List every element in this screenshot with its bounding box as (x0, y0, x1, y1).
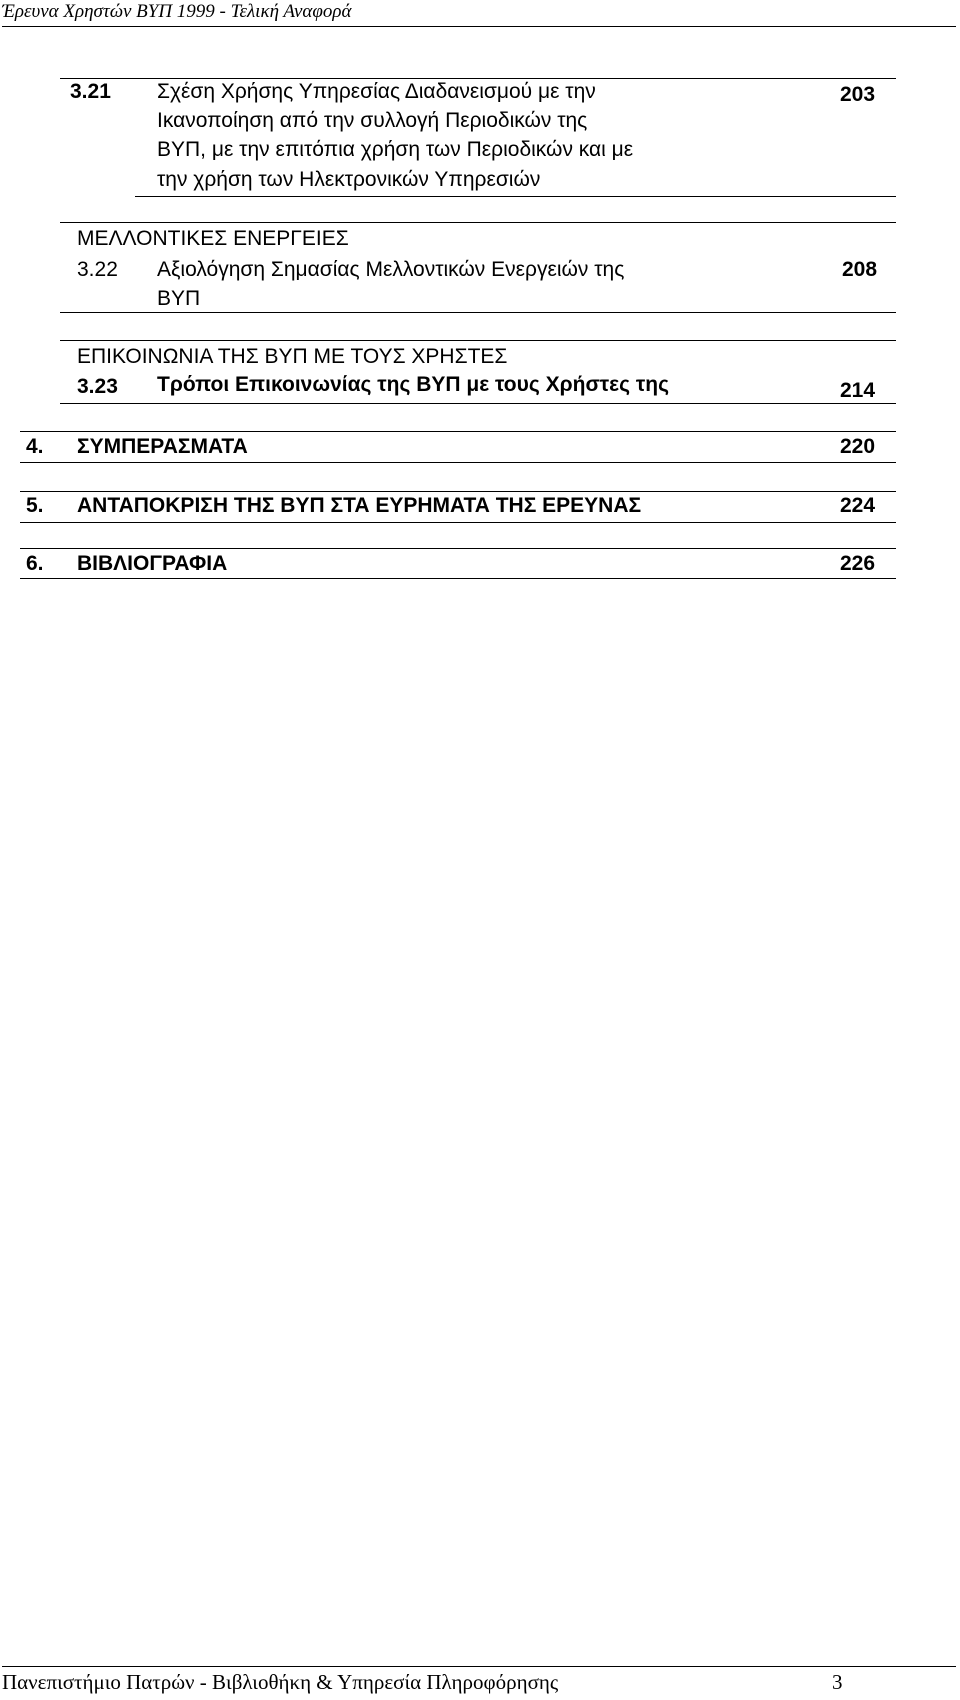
toc-section-communication: ΕΠΙΚΟΙΝΩΝΙΑ ΤΗΣ ΒΥΠ ΜΕ ΤΟΥΣ ΧΡΗΣΤΕΣ (77, 345, 508, 368)
page-header (0, 0, 960, 30)
header-rule (2, 26, 956, 27)
toc-chapter-page: 226 (840, 552, 876, 575)
toc-rule (60, 222, 896, 223)
toc-entry-title: Τρόποι Επικοινωνίας της ΒΥΠ με τους Χρήστες της (157, 373, 670, 396)
toc-chapter-title: ΒΙΒΛΙΟΓΡΑΦΙΑ (77, 552, 228, 575)
footer-page-number: 3 (832, 1670, 843, 1694)
toc-rule (20, 578, 896, 579)
toc-entry-title-line: Σχέση Χρήσης Υπηρεσίας Διαδανεισμού με την (157, 80, 596, 103)
toc-chapter-title: ΑΝΤΑΠΟΚΡΙΣΗ ΤΗΣ ΒΥΠ ΣΤΑ ΕΥΡΗΜΑΤΑ ΤΗΣ ΕΡΕΥΝΑΣ (77, 494, 642, 517)
toc-entry-title-line: ΒΥΠ, με την επιτόπια χρήση των Περιοδικών και με (157, 138, 634, 161)
toc-chapter-number: 5. (26, 494, 44, 517)
toc-chapter-page: 224 (840, 494, 876, 517)
toc-chapter-number: 6. (26, 552, 44, 575)
toc-chapter-number: 4. (26, 435, 44, 458)
toc-rule (60, 340, 896, 341)
toc-entry-title-line: Ικανοποίηση από την συλλογή Περιοδικών της (157, 109, 588, 132)
toc-rule (20, 462, 896, 463)
page-footer (0, 1666, 960, 1700)
toc-entry-page: 208 (842, 258, 878, 281)
toc-entry-number: 3.22 (77, 258, 118, 281)
toc-rule (20, 431, 896, 432)
toc-chapter-title: ΣΥΜΠΕΡΑΣΜΑΤΑ (77, 435, 248, 458)
toc-rule (60, 312, 896, 313)
toc-chapter-page: 220 (840, 435, 876, 458)
toc-entry-page: 203 (840, 83, 876, 106)
toc-entry-number: 3.23 (77, 375, 118, 398)
toc-rule (135, 196, 896, 197)
toc-entry-title-line: την χρήση των Ηλεκτρονικών Υπηρεσιών (157, 168, 541, 191)
toc-entry-title-line: Αξιολόγηση Σημασίας Μελλοντικών Ενεργειών της (157, 258, 625, 281)
toc-rule (20, 548, 896, 549)
header-title: Έρευνα Χρηστών ΒΥΠ 1999 - Τελική Αναφορά (2, 1, 352, 22)
toc-rule (60, 403, 896, 404)
toc-rule (20, 491, 896, 492)
footer-institution: Πανεπιστήμιο Πατρών - Βιβλιοθήκη & Υπηρεσία Πληροφόρησης (2, 1670, 559, 1694)
toc-entry-title-line: ΒΥΠ (157, 287, 201, 310)
toc-entry-page: 214 (840, 379, 876, 402)
footer-rule (2, 1666, 956, 1667)
toc-entry-number: 3.21 (70, 80, 111, 103)
toc-section-future-actions: ΜΕΛΛΟΝΤΙΚΕΣ ΕΝΕΡΓΕΙΕΣ (77, 227, 349, 250)
toc-rule (20, 522, 896, 523)
